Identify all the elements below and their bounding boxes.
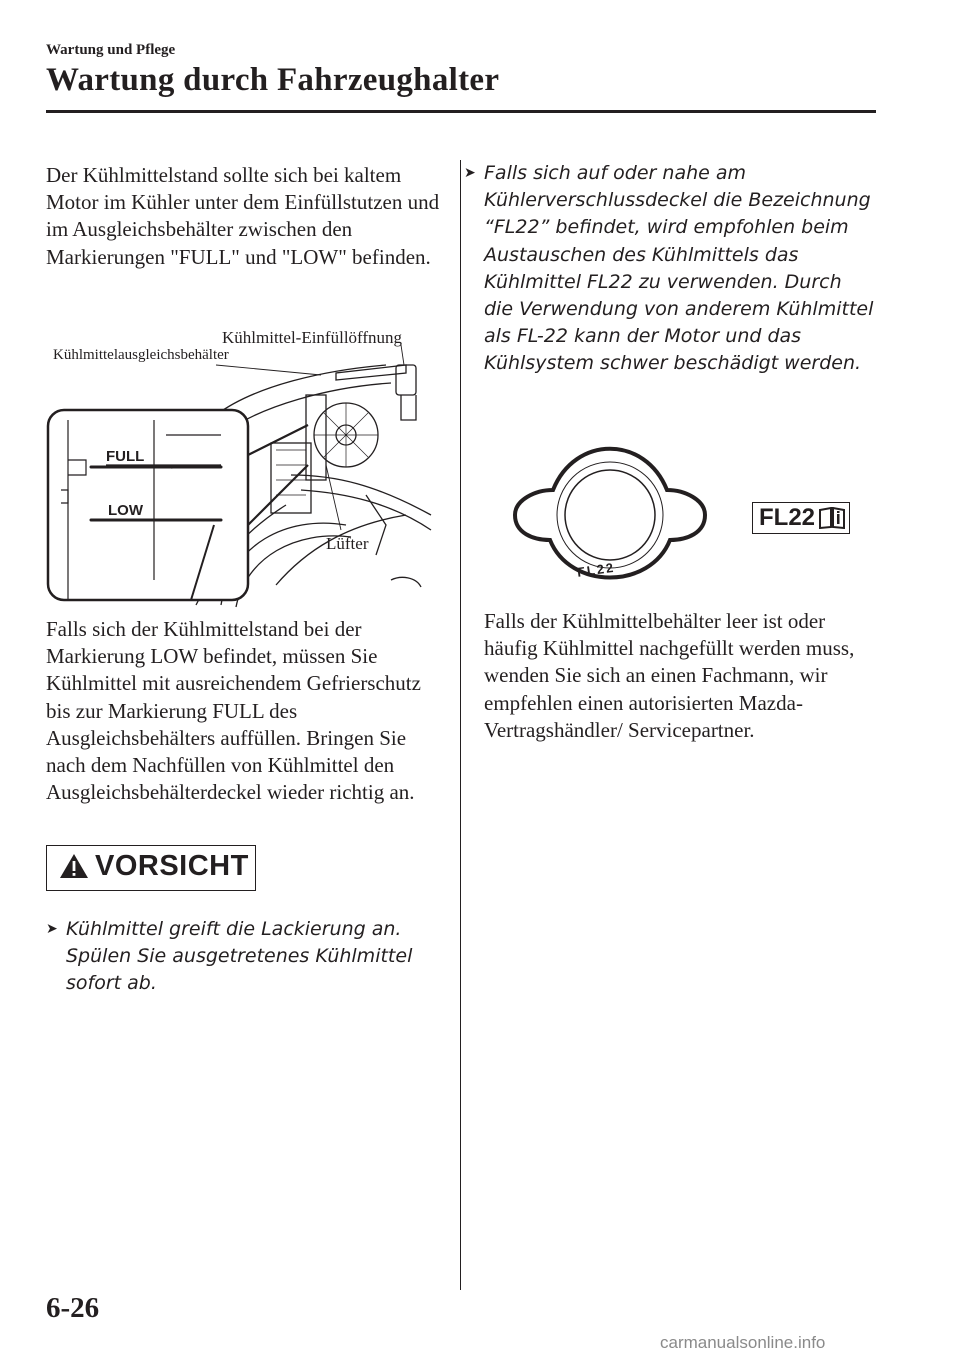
radiator-cap-drawing: [505, 445, 715, 595]
reservoir-label: Kühlmittelausgleichsbehälter: [53, 347, 229, 363]
page-number: 6-26: [46, 1292, 100, 1324]
fan-label: Lüfter: [326, 534, 369, 553]
dealer-paragraph: Falls der Kühlmittelbehälter leer ist oder häufig Kühlmittel nachgefüllt werden muss, wenden Sie sich an einen Fachmann, wir empfehlen einen autorisierten Mazda-Vertragshändler/ Servicepartner.: [484, 609, 855, 742]
radiator-cap-illustration: [505, 445, 715, 595]
fl22-bullet: [464, 160, 874, 378]
caution-label: VORSICHT: [95, 850, 249, 882]
fl22-bullet-text: Falls sich auf oder nahe am Kühlerverschlussdeckel die Bezeichnung “FL22” befindet, wird empfohlen beim Austauschen des Kühlmittels das Kühlmittel FL22 zu verwenden. Durch die Verwendung von anderem Kühlmittel als FL-22 kann der Motor und das Kühlsystem schwer beschädigt werden.: [484, 162, 874, 375]
section-label: Wartung und Pflege: [46, 42, 176, 58]
engine-bay-drawing: [46, 325, 436, 615]
warning-triangle-icon: [59, 852, 89, 880]
fl22-badge: [752, 502, 850, 534]
coolant-level-paragraph: Der Kühlmittelstand sollte sich bei kaltem Motor im Kühler unter dem Einfüllstutzen und im Ausgleichsbehälter zwischen den Markierungen "FULL" und "LOW" befinden.: [46, 163, 440, 269]
page-title: Wartung durch Fahrzeughalter: [46, 62, 500, 98]
watermark: carmanualsonline.info: [660, 1333, 826, 1352]
caution-bullet: [46, 916, 416, 998]
refill-paragraph: Falls sich der Kühlmittelstand bei der Markierung LOW befindet, müssen Sie Kühlmittel mit ausreichendem Gefrierschutz bis zur Markierung FULL des Ausgleichsbehälters auffüllen. Bringen Sie nach dem Nachfüllen von Kühlmittel den Ausgleichsbehälterdeckel wieder richtig an.: [46, 617, 421, 805]
title-rule: [46, 110, 876, 113]
caution-box: [46, 845, 256, 891]
column-divider: [460, 160, 461, 1290]
coolant-reservoir-illustration: [46, 325, 436, 615]
bullet-arrow-icon: ➤: [464, 165, 476, 181]
bullet-arrow-icon: ➤: [46, 921, 58, 937]
filler-opening-label: Kühlmittel-Einfüllöffnung: [222, 328, 403, 347]
manual-book-icon: [819, 507, 845, 529]
cap-fl22-marking: FL22: [576, 559, 617, 580]
caution-bullet-text: Kühlmittel greift die Lackierung an. Spülen Sie ausgetretenes Kühlmittel sofort ab.: [66, 918, 413, 995]
full-mark: FULL: [106, 448, 145, 465]
low-mark: LOW: [108, 502, 143, 519]
fl22-badge-text: FL22: [759, 504, 816, 531]
